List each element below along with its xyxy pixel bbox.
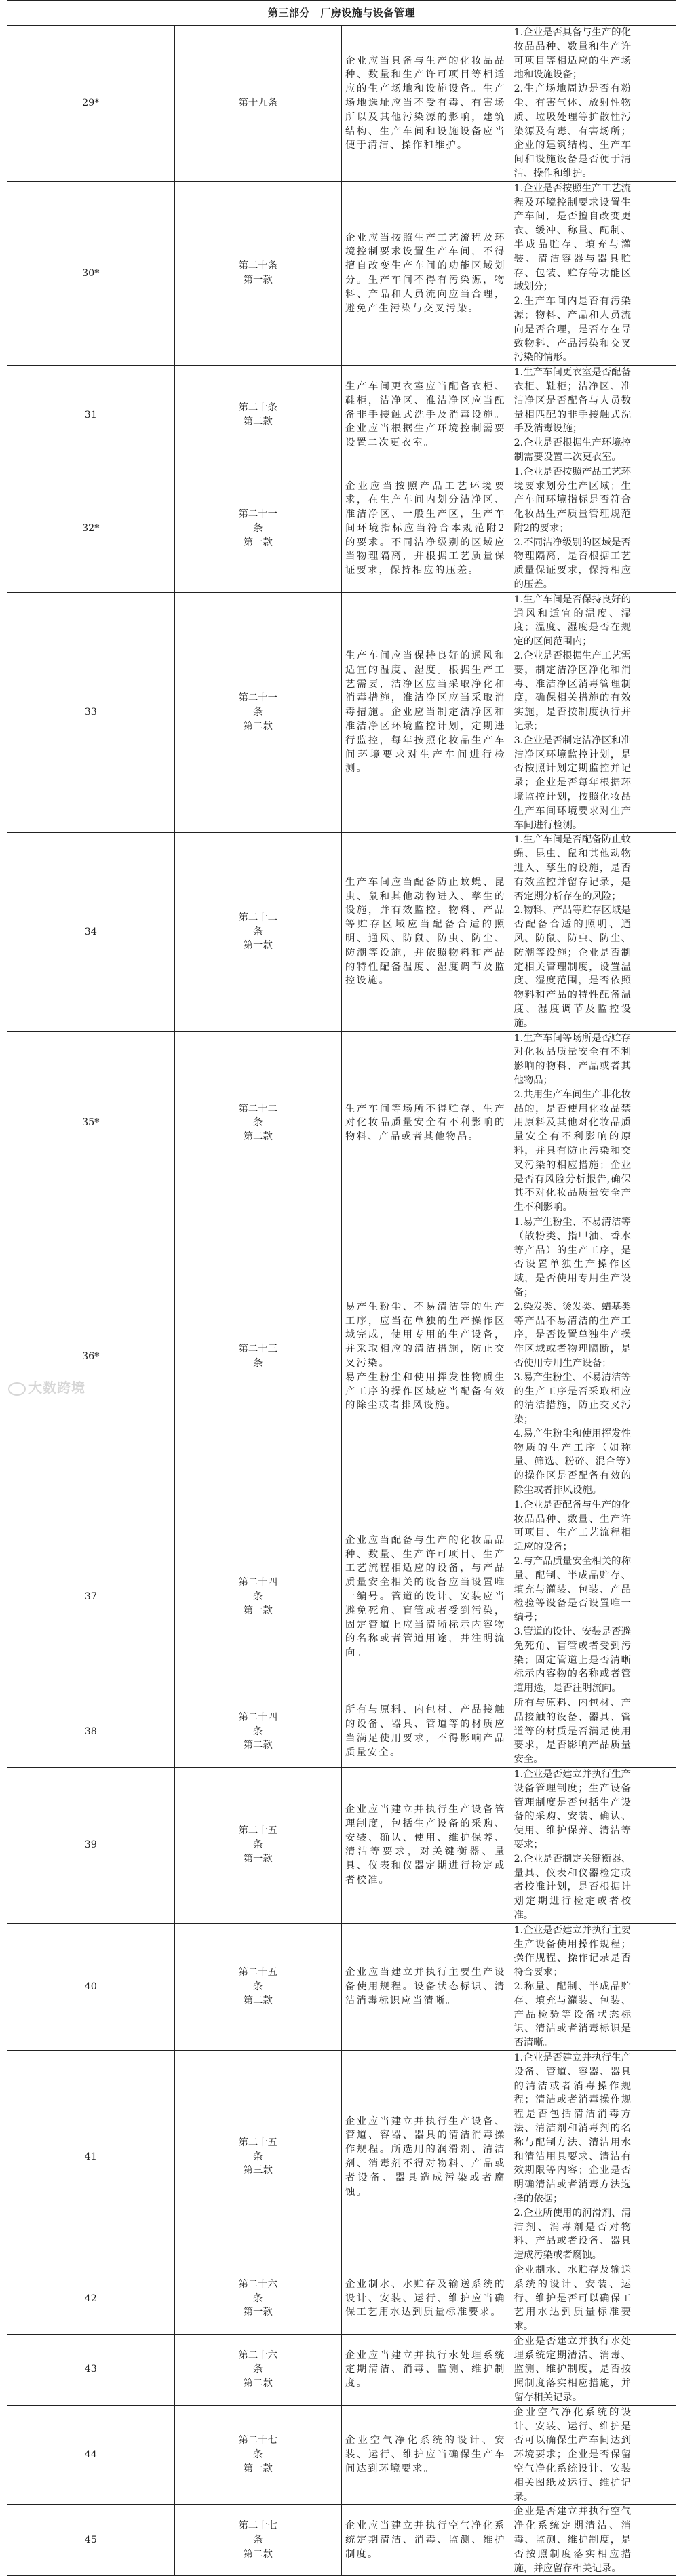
inspection-point: 企业是否建立并执行水处理系统定期清洁、消毒、监测、维护制度，是否按照制度落实相应措施，并留存相关记录。 <box>514 2335 631 2404</box>
inspection-point: 1.企业是否具备与生产的化妆品品种、数量和生产许可项目等相适应的生产场地和设施设备； <box>514 27 631 81</box>
article-line: 条 <box>253 2449 263 2461</box>
article-line: 条 <box>253 1357 263 1369</box>
article-line: 第三款 <box>243 2165 273 2177</box>
section-title: 第三部分 厂房设施与设备管理 <box>7 1 676 26</box>
article-line: 第一款 <box>243 1605 273 1616</box>
requirement-paragraph: 企业应当配备与生产的化妆品品种、数量、生产许可项目、生产工艺流程相适应的设备，与产品质量安全相关的设备应当设置唯一编号。管道的设计、安装应当避免死角、盲管或者受到污染，固定管道上应当清晰标示内容物的名称或者管道用途，并注明流向。 <box>345 1534 506 1659</box>
table-row <box>7 1031 676 1215</box>
article-line: 条 <box>253 2364 263 2375</box>
requirement-text <box>342 181 509 365</box>
requirement-paragraph: 企业空气净化系统的设计、安装、运行、维护应当确保生产车间达到环境要求。 <box>345 2435 506 2475</box>
article-reference <box>174 366 342 465</box>
inspection-points <box>509 1498 676 1696</box>
table-row <box>7 366 676 465</box>
watermark-logo-icon <box>8 1382 26 1396</box>
article-reference <box>174 1696 342 1768</box>
requirement-paragraph: 企业应当建立并执行水处理系统定期清洁、消毒、监测、维护制度。 <box>345 2349 506 2389</box>
inspection-point: 2.与产品质量安全相关的称量、配制、半成品贮存、填充与灌装、包装、产品检验等设备是否设置唯一编号； <box>514 1556 631 1624</box>
requirement-paragraph: 企业应当建立并执行空气净化系统定期清洁、消毒、监测、维护制度。 <box>345 2520 506 2560</box>
requirement-text <box>342 2405 509 2505</box>
requirement-text <box>342 366 509 465</box>
watermark-text: 大数跨境 <box>28 1380 85 1396</box>
inspection-points <box>509 1696 676 1768</box>
article-line: 第二款 <box>243 721 273 733</box>
article-line: 条 <box>253 2292 263 2304</box>
table-row <box>7 1923 676 2050</box>
inspection-point: 1.生产车间是否配备防止蚊蝇、昆虫、鼠和其他动物进入、孳生的设施，是否有效监控并留存记录，是否定期分析存在的风险； <box>514 834 631 902</box>
watermark <box>8 1377 85 1397</box>
article-line: 第二款 <box>243 1131 273 1143</box>
table-row <box>7 2505 676 2576</box>
article-line: 第二十四 <box>238 1711 278 1723</box>
article-line: 第二十五 <box>238 2136 278 2148</box>
inspection-point: 2.生产车间内是否有污染源；物料、产品和人员流向是否合理，是否存在导致物料、产品污染和交叉污染的情形。 <box>514 296 631 364</box>
requirement-text <box>342 1031 509 1215</box>
requirement-paragraph: 易产生粉尘、不易清洁等的生产工序，应当在单独的生产操作区域完成，使用专用的生产设备，并采取相应的清洁措施，防止交叉污染。 <box>345 1301 506 1369</box>
requirement-paragraph: 企业应当按照产品工艺环境要求，在生产车间内划分洁净区、准洁净区、一般生产区，生产车间环境指标应当符合本规范附2的要求。不同洁净级别的区域应当物理隔离，并根据工艺质量保证要求，保持相应的压差。 <box>345 480 506 577</box>
item-number: 30* <box>7 181 175 365</box>
inspection-point: 企业空气净化系统的设计、安装、运行、维护是否可以确保生产车间达到环境要求；企业是否保留空气净化系统设计、安装相关图纸及运行、维护记录。 <box>514 2406 631 2503</box>
article-reference <box>174 2505 342 2576</box>
inspection-point: 4.易产生粉尘和使用挥发性物质的生产工序（如称量、筛选、粉碎、混合等）的操作区是否配备有效的除尘或者排风设施。 <box>514 1428 631 1496</box>
article-line: 第二款 <box>243 1740 273 1751</box>
article-reference <box>174 592 342 833</box>
article-line: 条 <box>253 1725 263 1737</box>
article-line: 条 <box>253 1591 263 1603</box>
article-line: 第二十条 <box>238 402 278 414</box>
requirement-text <box>342 465 509 592</box>
article-line: 第二十一 <box>238 509 278 520</box>
requirement-paragraph: 生产车间应当保持良好的通风和适宜的温度、湿度。根据生产工艺需要，洁净区应当采取净化和消毒措施，准洁净区应当采取消毒措施。企业应当制定洁净区和准洁净区环境监控计划，定期进行监控，每年按照化妆品生产车间环境要求对生产车间进行检测。 <box>345 650 506 775</box>
item-number: 45 <box>7 2505 175 2576</box>
article-line: 条 <box>253 2535 263 2546</box>
inspection-point: 1.企业是否建立并执行主要生产设备使用操作规程；操作规程、操作记录是否符合要求； <box>514 1924 631 1978</box>
article-line: 条 <box>253 2151 263 2162</box>
inspection-point: 企业是否建立并执行空气净化系统定期清洁、消毒、监测、维护制度，是否按照制度落实相应措施，并应留存相关记录。 <box>514 2506 631 2574</box>
article-reference <box>174 2050 342 2263</box>
article-line: 第二十二 <box>238 1103 278 1114</box>
item-number: 40 <box>7 1923 175 2050</box>
requirement-text <box>342 1498 509 1696</box>
article-line: 第二十六 <box>238 2349 278 2361</box>
section-header-row <box>7 1 676 26</box>
article-reference <box>174 2405 342 2505</box>
inspection-point: 2.不同洁净级别的区域是否物理隔离，是否根据工艺质量保证要求，保持相应的压差。 <box>514 536 631 591</box>
article-line: 条 <box>253 1117 263 1129</box>
table-row <box>7 2334 676 2405</box>
inspection-points <box>509 366 676 465</box>
inspection-points <box>509 1923 676 2050</box>
table-row <box>7 465 676 592</box>
article-line: 条 <box>253 926 263 937</box>
requirement-text <box>342 1768 509 1924</box>
inspection-point: 2.共用生产车间生产非化妆品的，是否使用化妆品禁用原料及其他对化妆品质量安全有不利影响的原料，并具有防止污染和交叉污染的相应措施；企业是否有风险分析报告,确保其不对化妆品质量安全产生不利影响。 <box>514 1089 631 1213</box>
inspection-point: 1.企业是否配备与生产的化妆品品种、数量、生产许可项目、生产工艺流程相适应的设备； <box>514 1499 631 1553</box>
inspection-points <box>509 2334 676 2405</box>
item-number: 38 <box>7 1696 175 1768</box>
article-reference <box>174 833 342 1031</box>
inspection-point: 2.企业是否根据生产工艺需要，制定洁净区净化和消毒、准洁净区消毒管理制度，确保相关措施的有效实施，是否按制度执行并记录； <box>514 650 631 733</box>
item-number: 35* <box>7 1031 175 1215</box>
inspection-points <box>509 2050 676 2263</box>
item-number: 36* <box>7 1215 175 1498</box>
item-number: 44 <box>7 2405 175 2505</box>
article-reference <box>174 1768 342 1924</box>
table-row <box>7 2263 676 2334</box>
item-number: 34 <box>7 833 175 1031</box>
article-line: 条 <box>253 522 263 534</box>
article-line: 第二款 <box>243 2548 273 2560</box>
article-reference <box>174 1031 342 1215</box>
requirement-paragraph: 生产车间更衣室应当配备衣柜、鞋柜，洁净区、准洁净区应当配备非手接触式洗手及消毒设施。企业应当根据生产环境控制需要设置二次更衣室。 <box>345 380 506 449</box>
requirement-paragraph: 企业应当建立并执行生产设备管理制度，包括生产设备的采购、安装、确认、使用、维护保养、清洁等要求，对关键衡器、量具、仪表和仪器定期进行检定或者校准。 <box>345 1804 506 1886</box>
item-number: 41 <box>7 2050 175 2263</box>
article-line: 第一款 <box>243 2463 273 2475</box>
article-line: 第十九条 <box>238 97 278 109</box>
inspection-point: 1.生产车间等场所是否贮存对化妆品质量安全有不利影响的物料、产品或者其他物品； <box>514 1032 631 1086</box>
requirement-text <box>342 2505 509 2576</box>
article-reference <box>174 1215 342 1498</box>
table-row <box>7 2405 676 2505</box>
article-line: 条 <box>253 707 263 718</box>
table-row <box>7 592 676 833</box>
requirement-paragraph: 企业应当具备与生产的化妆品品种、数量和生产许可项目等相适应的生产场地和设施设备。生产场地选址应当不受有毒、有害场所以及其他污染源的影响，建筑结构、生产车间和设施设备应当便于清洁、操作和维护。 <box>345 55 506 151</box>
table-row <box>7 181 676 365</box>
requirement-text <box>342 26 509 182</box>
item-number: 43 <box>7 2334 175 2405</box>
inspection-point: 1.生产车间更衣室是否配备衣柜、鞋柜；洁净区、准洁净区是否配备与人员数量相匹配的非手接触式洗手及消毒设施； <box>514 367 631 435</box>
requirement-text <box>342 2334 509 2405</box>
article-reference <box>174 2334 342 2405</box>
article-line: 第二十五 <box>238 1967 278 1978</box>
article-line: 第二十二 <box>238 912 278 923</box>
table-row <box>7 1696 676 1768</box>
article-line: 第一款 <box>243 274 273 286</box>
inspection-points <box>509 181 676 365</box>
requirement-text <box>342 833 509 1031</box>
inspection-point: 所有与原料、内包材、产品接触的设备、器具、管道等的材质是否满足使用要求，是否影响产品质量安全。 <box>514 1698 631 1765</box>
article-line: 第一款 <box>243 2307 273 2318</box>
requirement-paragraph: 企业应当建立并执行主要生产设备使用规程。设备状态标识、清洁消毒标识应当清晰。 <box>345 1967 506 2006</box>
article-line: 条 <box>253 1980 263 1992</box>
inspection-point: 3.管道的设计、安装是否避免死角、盲管或者受到污染；固定管道上是否清晰标示内容物的名称或者管道用途，是否注明流向。 <box>514 1626 631 1694</box>
item-number: 29* <box>7 26 175 182</box>
article-line: 第二十三 <box>238 1344 278 1355</box>
requirement-text <box>342 1215 509 1498</box>
article-reference <box>174 1498 342 1696</box>
article-line: 第二十一 <box>238 692 278 704</box>
requirement-paragraph: 企业应当按照生产工艺流程及环境控制要求设置生产车间，不得擅自改变生产车间的功能区域划分。生产车间不得有污染源，物料、产品和人员流向应当合理，避免产生污染与交叉污染。 <box>345 232 506 314</box>
inspection-points <box>509 465 676 592</box>
requirement-paragraph: 所有与原料、内包材、产品接触的设备、器具、管道等的材质应当满足使用要求，不得影响产品质量安全。 <box>345 1704 506 1758</box>
item-number: 33 <box>7 592 175 833</box>
inspection-point: 2.物料、产品等贮存区域是否配备合适的照明、通风、防鼠、防虫、防尘、防潮等设施；企业是否制定相关管理制度，设置温度、湿度范围，是否依照物料和产品的特性配备温度、湿度调节及监控设施。 <box>514 905 631 1029</box>
article-reference <box>174 465 342 592</box>
article-line: 第二十五 <box>238 1825 278 1837</box>
inspection-point: 1.企业是否建立并执行生产设备、管道、容器、器具的清洁或者消毒操作规程；清洁或者消毒操作规程是否包括清洁消毒方法、清洁剂和消毒剂的名称与配制方法、清洁用水和清洁用具要求、清洁有效期限等内容；企业是否明确清洁或者消毒方法选择的依据； <box>514 2052 631 2204</box>
inspection-points <box>509 1215 676 1498</box>
inspection-points <box>509 1768 676 1924</box>
requirement-text <box>342 2050 509 2263</box>
inspection-points <box>509 833 676 1031</box>
article-reference <box>174 181 342 365</box>
inspection-point: 2.染发类、烫发类、蜡基类等产品不易清洁的生产工序，是否设置单独生产操作区域或者物理隔断，是否使用专用生产设备； <box>514 1301 631 1369</box>
inspection-point: 3.易产生粉尘、不易清洁等的生产工序是否采取相应的清洁措施，防止交叉污染； <box>514 1371 631 1426</box>
article-line: 第一款 <box>243 940 273 952</box>
article-reference <box>174 1923 342 2050</box>
inspection-point: 1.生产车间是否保持良好的通风和适宜的温度、湿度；温度、湿度是否在规定的区间范围内； <box>514 593 631 648</box>
requirement-paragraph: 易产生粉尘和使用挥发性物质生产工序的操作区域应当配备有效的除尘或者排风设施。 <box>345 1371 506 1411</box>
article-line: 第二款 <box>243 1995 273 2006</box>
inspection-point: 1.企业是否按照生产工艺流程及环境控制要求设置生产车间，是否擅自改变更衣、缓冲、称量、配制、半成品贮存、填充与灌装、清洁容器与器具贮存、包装、贮存等功能区域划分； <box>514 182 631 293</box>
inspection-points <box>509 2505 676 2576</box>
table-row <box>7 26 676 182</box>
inspection-point: 2.生产场地周边是否有粉尘、有害气体、放射性物质、垃圾处理等扩散性污染源及有毒、有害场所；企业的建筑结构、生产车间和设施设备是否便于清洁、操作和维护。 <box>514 83 631 179</box>
table-row <box>7 833 676 1031</box>
requirement-text <box>342 1696 509 1768</box>
item-number: 37 <box>7 1498 175 1696</box>
article-line: 第二十七 <box>238 2520 278 2532</box>
inspection-points <box>509 1031 676 1215</box>
table-row <box>7 1768 676 1924</box>
item-number: 32* <box>7 465 175 592</box>
table-row <box>7 1215 676 1498</box>
inspection-points <box>509 2263 676 2334</box>
requirement-paragraph: 生产车间等场所不得贮存、生产对化妆品质量安全有不利影响的物料、产品或者其他物品。 <box>345 1103 506 1143</box>
article-line: 第一款 <box>243 536 273 548</box>
inspection-table <box>7 0 676 2576</box>
inspection-points <box>509 2405 676 2505</box>
article-reference <box>174 26 342 182</box>
requirement-paragraph: 生产车间应当配备防止蚊蝇、昆虫、鼠和其他动物进入、孳生的设施，并有效监控。物料、产品等贮存区域应当配备合适的照明、通风、防鼠、防虫、防尘、防潮等设施，并依照物料和产品的特性配备温度、湿度调节及监控设施。 <box>345 876 506 987</box>
article-line: 第二款 <box>243 2378 273 2389</box>
requirement-paragraph: 企业应当建立并执行生产设备、管道、容器、器具的清洁消毒操作规程。所选用的润滑剂、清洁剂、消毒剂不得对物料、产品或者设备、器具造成污染或者腐蚀。 <box>345 2115 506 2198</box>
article-line: 第二款 <box>243 416 273 427</box>
item-number: 42 <box>7 2263 175 2334</box>
article-line: 条 <box>253 1839 263 1850</box>
article-line: 第二十六 <box>238 2278 278 2290</box>
inspection-points <box>509 592 676 833</box>
article-line: 第二十条 <box>238 260 278 272</box>
article-line: 第二十四 <box>238 1577 278 1588</box>
inspection-point: 2.企业所使用的润滑剂、清洁剂、消毒剂是否对物料、产品或者设备、器具造成污染或者腐蚀。 <box>514 2207 631 2261</box>
inspection-point: 2.企业是否制定关键衡器、量具、仪表和仪器检定或者校准计划，是否根据计划定期进行检定或者校准。 <box>514 1853 631 1921</box>
inspection-point: 1.易产生粉尘、不易清洁等（散粉类、指甲油、香水等产品）的生产工序，是否设置单独生产操作区域，是否使用专用生产设备； <box>514 1216 631 1298</box>
requirement-text <box>342 2263 509 2334</box>
item-number: 39 <box>7 1768 175 1924</box>
inspection-point: 企业制水、水贮存及输送系统的设计、安装、运行、维护是否可以确保工艺用水达到质量标准要求。 <box>514 2264 631 2333</box>
requirement-paragraph: 企业制水、水贮存及输送系统的设计、安装、运行、维护应当确保工艺用水达到质量标准要求。 <box>345 2278 506 2318</box>
inspection-point: 2.称量、配制、半成品贮存、填充与灌装、包装、产品检验等设备状态标识、清洁或者消毒标识是否清晰。 <box>514 1980 631 2049</box>
requirement-text <box>342 1923 509 2050</box>
item-number: 31 <box>7 366 175 465</box>
requirement-text <box>342 592 509 833</box>
article-line: 第一款 <box>243 1853 273 1865</box>
table-row <box>7 1498 676 1696</box>
table-row <box>7 2050 676 2263</box>
inspection-point: 1.企业是否按照产品工艺环境要求划分生产区域；生产车间环境指标是否符合化妆品生产质量管理规范附2的要求； <box>514 466 631 534</box>
article-line: 第二十七 <box>238 2435 278 2446</box>
article-reference <box>174 2263 342 2334</box>
inspection-points <box>509 26 676 182</box>
inspection-point: 3.企业是否制定洁净区和准洁净区环境监控计划，是否按照计划定期监控并记录；企业是否每年根据环境监控计划，按照化妆品生产车间环境要求对生产车间进行检测。 <box>514 735 631 831</box>
inspection-point: 2.企业是否根据生产环境控制需要设置二次更衣室。 <box>514 437 631 463</box>
inspection-point: 1.企业是否建立并执行生产设备管理制度；生产设备管理制度是否包括生产设备的采购、安装、确认、使用、维护保养、清洁等要求； <box>514 1769 631 1850</box>
